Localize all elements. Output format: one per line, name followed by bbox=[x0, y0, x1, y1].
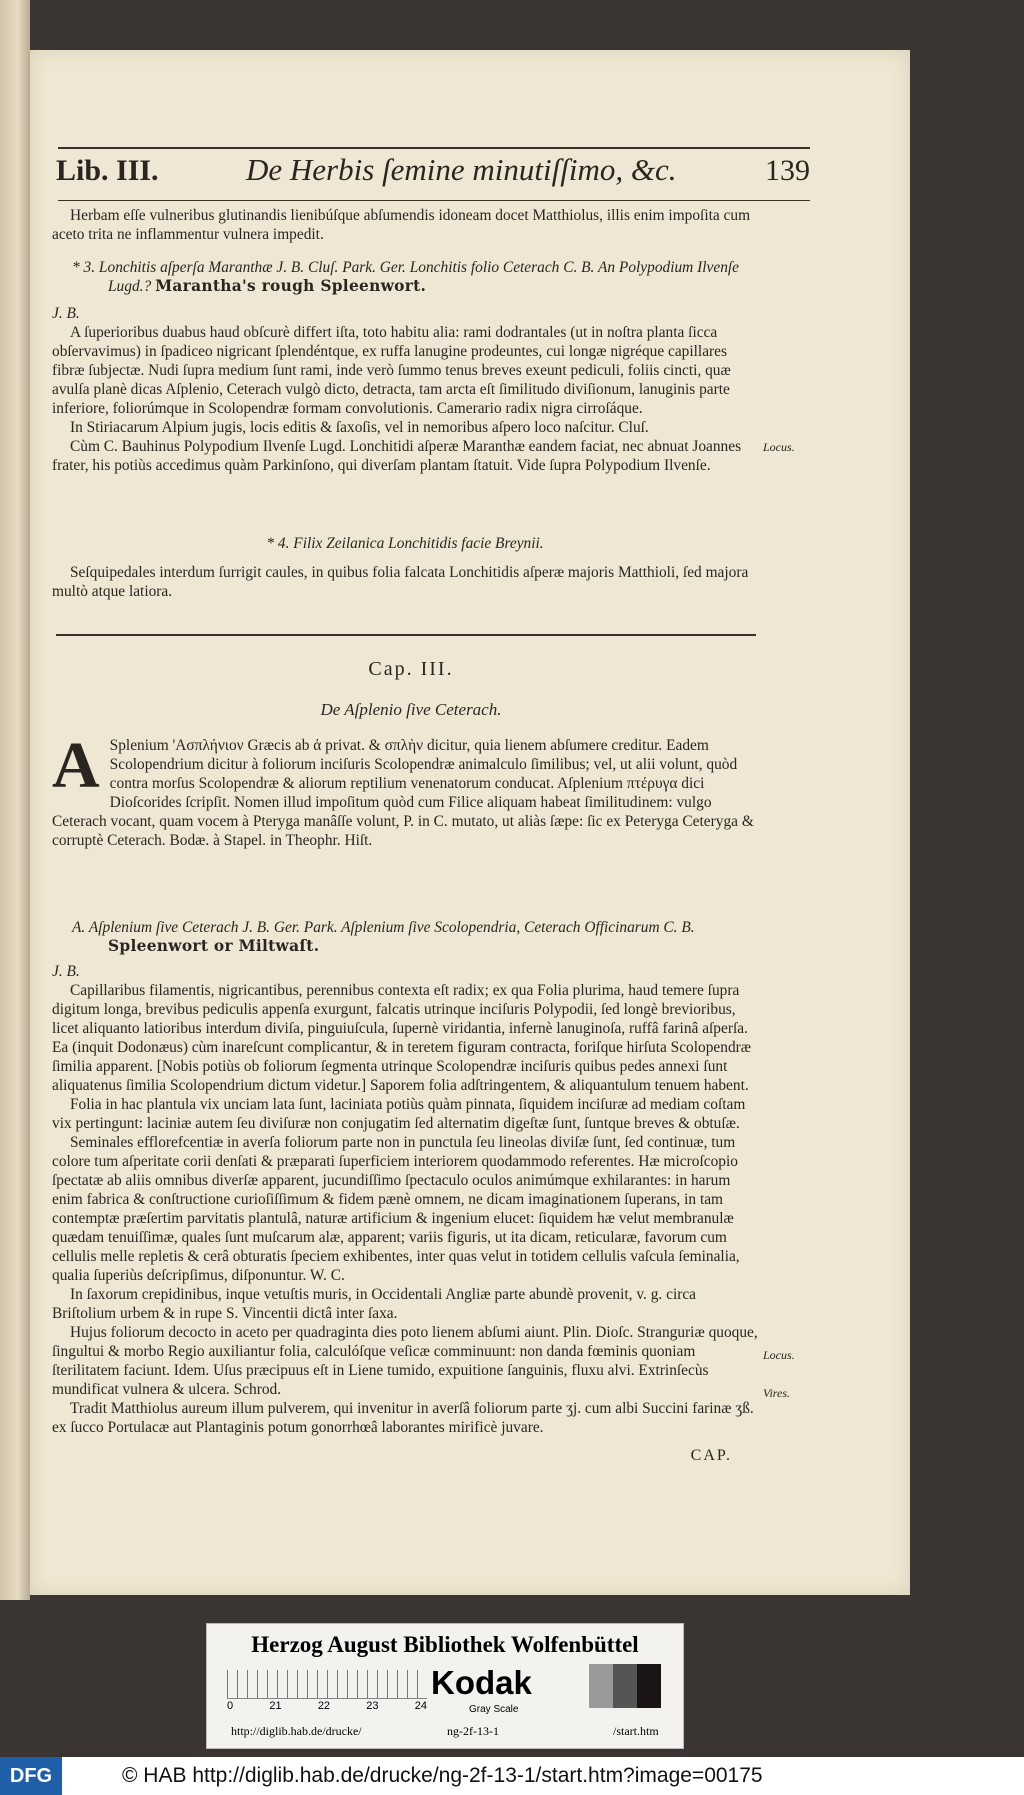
black-patch bbox=[637, 1664, 661, 1708]
synonymy-paragraph: Cùm C. Bauhinus Polypodium Ilvenſe Lugd. Lonchitidi aſperæ Maranthæ eandem faciat, nec abnuat Joannes frater, his potiùs accedimus quàm Parkinſono, qui diverſam plantam ſtatuit. Vide ſupra Polypodium Ilvenſe. bbox=[52, 438, 742, 474]
entry-heading: * 3. Lonchitis aſperſa Maranthæ J. B. Cluſ. Park. Ger. Lonchitis folio Ceterach C. B. An Polypodium Ilvenſe Lugd.? Marantha's rough Spleenwort. bbox=[72, 259, 740, 295]
dark-patch bbox=[613, 1664, 637, 1708]
header-rule-lower bbox=[58, 200, 810, 201]
page-number: 139 bbox=[765, 154, 810, 187]
catchword: CAP. bbox=[690, 1447, 732, 1464]
scale-ruler bbox=[227, 1670, 427, 1699]
book-page bbox=[30, 50, 910, 1595]
card-url-end: /start.htm bbox=[613, 1724, 659, 1738]
library-name: Herzog August Bibliothek Wolfenbüttel bbox=[251, 1632, 639, 1657]
entry-heading: A. Aſplenium ſive Ceterach J. B. Ger. Park. Aſplenium ſive Scolopendria, Ceterach Officinarum C. B. Spleenwort or Miltwaſt. bbox=[72, 919, 695, 955]
header-rule bbox=[58, 147, 810, 149]
locus-paragraph: In Stiriacarum Alpium jugis, locis editis & ſaxoſis, vel in nemoribus aſpero loco naſcitur. Cluſ. bbox=[70, 419, 649, 436]
chapter-subtitle: De Aſplenio ſive Ceterach. bbox=[320, 700, 502, 719]
margin-note-vires: Vires. bbox=[763, 1386, 790, 1400]
authority: J. B. bbox=[52, 963, 80, 980]
color-calibration-card bbox=[206, 1623, 684, 1749]
folia-paragraph: Folia in hac plantula vix unciam lata ſunt, laciniata potiùs quàm pinnata, ſiquidem inciſuræ ad mediam coſtam vix pertingunt: laciniæ autem ſeu diviſuræ non conjugatim ſed alternatim digeſtæ ſunt, ſuntque breves & obtuſæ. bbox=[52, 1096, 746, 1132]
copyright-link[interactable]: © HAB http://diglib.hab.de/drucke/ng-2f-13-1/start.htm?image=00175 bbox=[122, 1764, 763, 1787]
section-rule bbox=[56, 634, 756, 636]
entry-A bbox=[52, 918, 758, 1437]
kodak-logo: Kodak bbox=[431, 1664, 532, 1701]
running-header bbox=[56, 152, 810, 198]
dfg-logo[interactable]: DFG bbox=[0, 1757, 62, 1795]
entry-heading: * 4. Filix Zeilanica Lonchitidis facie Breynii. bbox=[266, 535, 544, 552]
seminales-paragraph: Seminales efflorefcentiæ in averſa foliorum parte non in punctula ſeu lineolas diviſæ ſunt, ſed continuæ, tum colore tum aſperitate corii denſati & præparati ſuperficiem interiorem quodammodo referentes. Hæ microſcopio ſpectatæ ab aliis omnibus diverſæ apparent, jucundiſſimo ſpectaculo oculos animúmque exhilarantes: in harum enim fabrica & conſtructione curioſiſſimum & fidem pænè omnem, ne dicam imaginationem ſuperans, in tam contemptæ præſertim parvitatis plantulâ, naturæ artificium & ingenium elucet: ſiquidem hæ velut membranulæ quædam tenuiſſimæ, quales ſunt muſcarum alæ, apparent; variis figuris, ut ita dicam, reticularæ, favorum cum cellulis melle repletis & cerâ obturatis ſpeciem exhibentes, inter quas velut in totidem cellulis vaſcula ſeminalia, qualia ſuperiùs deſcripſimus, diſponuntur. W. C. bbox=[52, 1134, 740, 1284]
gray-patch bbox=[589, 1664, 613, 1708]
ruler-numbers: 0 21 22 23 24 bbox=[227, 1700, 427, 1712]
facing-page-edge bbox=[0, 0, 30, 1600]
book-number: Lib. III. bbox=[56, 154, 159, 187]
card-url: http://diglib.hab.de/drucke/ bbox=[231, 1724, 362, 1738]
margin-note-locus-2: Locus. bbox=[763, 1348, 795, 1362]
card-shelfmark: ng-2f-13-1 bbox=[447, 1724, 499, 1738]
vires-paragraph: Hujus foliorum decocto in aceto per quadraginta dies poto lienem abſumi aiunt. Plin. Dioſc. Stranguriæ quoque, ſingultui & morbo Regio auxiliantur folia, calculóſque veſicæ comminuunt: non danda fœminis quoniam ſterilitatem faciunt. Idem. Uſus præcipuus eſt in Liene tumido, expuitione ſanguinis, fluxu alvi. Extrinſecùs mundificat vulnera & ulcera. Schrod. bbox=[52, 1324, 758, 1398]
chapter-heading: Cap. III. bbox=[368, 658, 454, 680]
footer-bar bbox=[0, 1757, 1024, 1795]
margin-note-locus: Locus. bbox=[763, 440, 795, 454]
entry-3 bbox=[52, 258, 758, 475]
locus-paragraph: In ſaxorum crepidinibus, inque vetuſtis muris, in Occidentali Angliæ parte abundè provenit, v. g. circa Briſtolium urbem & in rupe S. Vincentii dictâ inter ſaxa. bbox=[52, 1286, 697, 1322]
entry-paragraph: Seſquipedales interdum ſurrigit caules, in quibus folia falcata Lonchitidis aſperæ majoris Matthioli, ſed majora multò atque latiora. bbox=[52, 564, 749, 600]
authority: J. B. bbox=[52, 305, 80, 322]
gray-scale-label: Gray Scale bbox=[469, 1704, 519, 1715]
top-paragraph: Herbam eſſe vulneribus glutinandis lienibúſque abſumendis idoneam docet Matthiolus, illis enim impoſita cum aceto trita ne inflammentur vulnera impedit. bbox=[52, 207, 751, 243]
radix-paragraph: Capillaribus filamentis, nigricantibus, perennibus contexta eſt radix; ex qua Folia plurima, haud temere ſupra digitum longa, brevibus pediculis appenſa exurgunt, falcatis utrinque inciſuris Polypodii, ſed longè brevioribus, licet aliquanto latioribus interdum diviſa, pinguiuſcula, ſupernè viridantia, infernè lanuginoſa, ruffâ farinâ aſperſa. Ea (inquit Dodonæus) cùm inareſcunt complicantur, & in teretem figuram contracta, foriſque hirſuta Scolopendræ ſimilia apparent. [Nobis potiùs ob foliorum ſegmenta utrinque Scolopendræ inciſuris quibus pedes annexi ſunt aliquatenus ſimilia Scolopendrium dictum videtur.] Saporem folia adſtringentem, & aliquantulum tenuem habent. bbox=[52, 982, 752, 1094]
chapter-intro: A Splenium 'Ασπλήνιον Græcis ab ἀ privat. & σπλὴν dicitur, quia lienem abſumere creditur. Eadem Scolopendrium dicitur à foliorum inciſuris Scolopendræ animalculo ſimilibus; vel, ut alii volunt, quòd contra morſus Scolopendræ & aliorum reptilium venenatorum conducat. Aſplenium πτέρυγα dici Dioſcorides ſcripſit. Nomen illud impoſitum quòd cum Filice aliquam habeat ſimilitudinem: vulgo Ceterach vocant, quam vocem à Pteryga manâſſe volunt, P. in C. mutato, ut aliàs ſæpe: ſic ex Peteryga Ceteryga & corruptè Ceterach. Bodæ. à Stapel. in Theophr. Hiſt. bbox=[52, 729, 754, 849]
entry-4 bbox=[52, 534, 758, 601]
description-paragraph: A ſuperioribus duabus haud obſcurè differt iſta, toto habitu alia: rami dodrantales (ut in noſtra planta ſicca obſervavimus) in ſpadiceo nigricant ſplendéntque, ex ruffa lanugine prodeuntes, cui longæ nigréque capillares fibræ ſubjectæ. Nudi ſupra medium ſunt rami, inde verò ſummo tenus breves exeunt pediculi, foliis cincti, quæ avulſa planè dicas Aſplenio, Ceterach vulgò dicto, detracta, tam arcta eſt ſimilitudo diviſionum, lanuginis parte inferiore, foliorúmque in Scolopendræ formam convolutionis. Camerario radix nigra cirroſáque. bbox=[52, 324, 731, 417]
matthiolus-paragraph: Tradit Matthiolus aureum illum pulverem, qui invenitur in averſâ foliorum parte ʒj. cum albi Succini farinæ ʒß. ex ſucco Portulacæ aut Plantaginis potum gonorrhœâ laborantes mirificè juvare. bbox=[52, 1400, 754, 1436]
running-title: De Herbis ſemine minutiſſimo, &c. bbox=[246, 152, 677, 187]
drop-capital: A bbox=[52, 729, 100, 802]
